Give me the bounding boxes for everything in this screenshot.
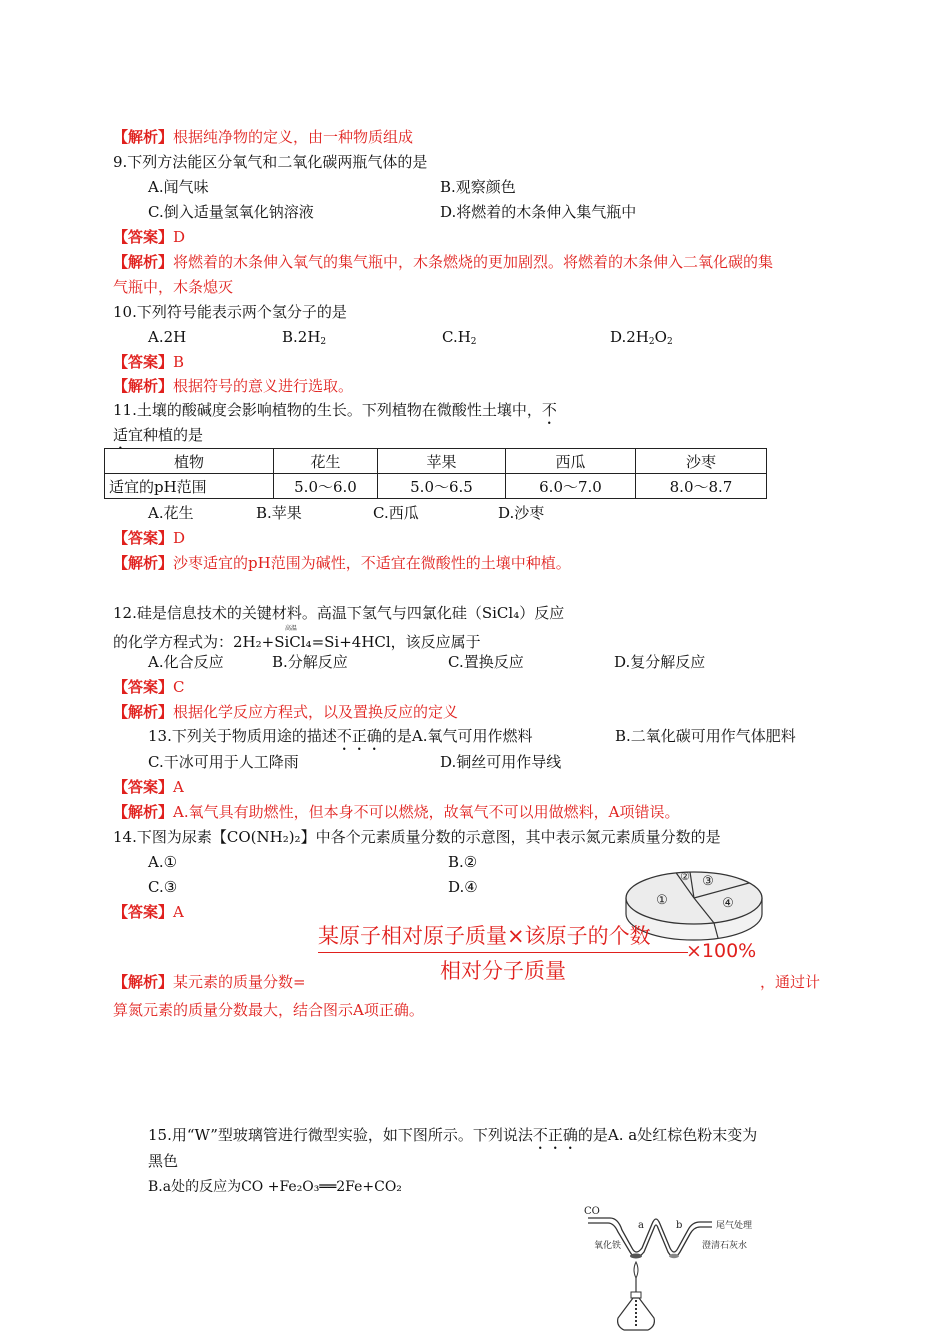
table-cell: 沙枣 — [636, 449, 767, 474]
emphasis-text: 不正确 — [336, 727, 382, 745]
q9-analysis-line2: 气瓶中，木条熄灭 — [113, 278, 234, 296]
answer-value: D — [173, 228, 186, 246]
q11-option-b: B.苹果 — [256, 504, 302, 522]
ph-range-table — [104, 448, 767, 499]
q14-analysis-line2: 算氮元素的质量分数最大，结合图示A项正确。 — [113, 1001, 424, 1019]
table-cell: 8.0～8.7 — [636, 474, 767, 499]
q13-option-c: C.干冰可用于人工降雨 — [148, 753, 299, 771]
q11-option-c: C.西瓜 — [373, 504, 419, 522]
q14-analysis: 【解析】某元素的质量分数= — [113, 973, 306, 991]
fraction-bar — [318, 952, 688, 953]
formula-suffix: ×100% — [686, 940, 757, 962]
q10-analysis: 【解析】根据符号的意义进行选取。 — [113, 377, 354, 395]
reaction-condition: 高温 — [285, 625, 298, 632]
table-cell: 植物 — [105, 449, 274, 474]
pie-label-2: ② — [680, 870, 690, 883]
analysis-tag: 【解析】 — [113, 253, 174, 271]
table-cell: 5.0～6.0 — [274, 474, 378, 499]
q15-stem: 15.用“W”型玻璃管进行微型实验，如下图所示。下列说法不正确的是A. a处红棕色粉末变为 — [148, 1126, 758, 1144]
q10-stem: 10.下列符号能表示两个氢分子的是 — [113, 303, 347, 321]
point-b-label: b — [676, 1220, 683, 1231]
q14-option-a: A.① — [148, 853, 178, 871]
pie-label-1: ① — [656, 893, 668, 908]
w-tube-apparatus — [580, 1200, 785, 1340]
mass-fraction-formula — [318, 920, 757, 985]
emphasis-text: 不 — [541, 401, 557, 419]
q14-answer: 【答案】A — [113, 903, 184, 921]
q13-answer: 【答案】A — [113, 778, 184, 796]
q12-option-b: B.分解反应 — [272, 653, 348, 671]
q9-option-b: B.观察颜色 — [440, 178, 516, 196]
q10-option-b: $B.2H_2$ — [282, 328, 327, 347]
emphasis-text: 不正确 — [532, 1126, 578, 1144]
emphasis-text: 适 — [113, 426, 129, 444]
iron-oxide-label: 氧化铁 — [594, 1241, 622, 1251]
pie-label-4: ④ — [722, 896, 734, 911]
table-cell: 5.0～6.5 — [378, 474, 506, 499]
table-header-row — [105, 449, 767, 474]
q11-stem-line1: 11.土壤的酸碱度会影响植物的生长。下列植物在微酸性土壤中，不 — [113, 401, 557, 419]
q9-stem: 9.下列方法能区分氧气和二氧化碳两瓶气体的是 — [113, 153, 428, 171]
q11-option-a: A.花生 — [148, 504, 194, 522]
q14-option-c: C.③ — [148, 878, 178, 896]
q9-option-c: C.倒入适量氢氧化钠溶液 — [148, 203, 314, 221]
table-cell: 花生 — [274, 449, 378, 474]
q12-option-d: D.复分解反应 — [614, 653, 706, 671]
co-label: CO — [584, 1206, 600, 1217]
q11-option-d: D.沙枣 — [498, 504, 545, 522]
table-cell: 适宜的pH范围 — [105, 474, 274, 499]
q10-answer: 【答案】B — [113, 353, 185, 371]
q13-stem: 13.下列关于物质用途的描述不正确的是A.氧气可用作燃料 — [148, 727, 533, 745]
q9-answer — [113, 227, 185, 247]
table-row — [105, 474, 767, 499]
q13-option-b: B.二氧化碳可用作气体肥料 — [615, 727, 796, 745]
q14-option-d: D.④ — [448, 878, 478, 896]
answer-tag: 【答案】 — [113, 228, 174, 246]
q12-analysis: 【解析】根据化学反应方程式，以及置换反应的定义 — [113, 703, 459, 721]
q14-stem: 14.下图为尿素【CO(NH₂)₂】中各个元素质量分数的示意图，其中表示氮元素质量分数的是 — [113, 828, 721, 846]
q14-analysis-tail: ，通过计 — [760, 973, 821, 991]
table-cell: 西瓜 — [506, 449, 636, 474]
analysis-text: 根据纯净物的定义，由一种物质组成 — [173, 128, 414, 146]
q13-option-d: D.铜丝可用作导线 — [440, 753, 562, 771]
table-cell: 苹果 — [378, 449, 506, 474]
q13-option-a: A.氧气可用作燃料 — [411, 727, 533, 745]
q12-stem-line1: 12.硅是信息技术的关键材料。高温下氢气与四氯化硅（SiCl₄）反应 — [113, 604, 565, 622]
q8-analysis — [113, 127, 413, 147]
limewater-label: 澄清石灰水 — [702, 1241, 748, 1251]
q15-stem-line2: 黑色 — [148, 1152, 179, 1170]
q10-option-c: $C.H_2$ — [442, 328, 477, 347]
point-a-label: a — [638, 1220, 644, 1231]
formula-denominator: 相对分子质量 — [440, 959, 566, 983]
q9-option-d: D.将燃着的木条伸入集气瓶中 — [440, 203, 637, 221]
formula-numerator: 某原子相对原子质量×该原子的个数 — [318, 924, 651, 948]
q10-option-a: A.2H — [148, 328, 187, 346]
q11-stem-line2: 适宜种植的是 — [113, 426, 204, 444]
q12-option-c: C.置换反应 — [448, 653, 524, 671]
q11-analysis: 【解析】沙枣适宜的pH范围为碱性，不适宜在微酸性的土壤中种植。 — [113, 554, 571, 572]
q15-option-b: B.a处的反应为CO +Fe₂O₃══2Fe+CO₂ — [148, 1179, 402, 1195]
pie-label-3: ③ — [702, 874, 714, 889]
q11-answer: 【答案】D — [113, 529, 186, 547]
q14-option-b: B.② — [448, 853, 478, 871]
analysis-tag: 【解析】 — [113, 128, 174, 146]
tail-gas-label: 尾气处理 — [716, 1221, 753, 1231]
q12-stem-line2: 的化学方程式为：2H₂+SiCl₄=Si+4HCl，该反应属于 — [113, 633, 481, 651]
q12-answer: 【答案】C — [113, 678, 185, 696]
q9-option-a: A.闻气味 — [148, 178, 209, 196]
q10-option-d: $D.2H_2O_2$ — [610, 328, 673, 347]
analysis-text: 将燃着的木条伸入氧气的集气瓶中，木条燃烧的更加剧烈。将燃着的木条伸入二氧化碳的集 — [173, 253, 774, 271]
table-cell: 6.0～7.0 — [506, 474, 636, 499]
q9-analysis — [113, 252, 773, 272]
q12-option-a: A.化合反应 — [148, 653, 224, 671]
q13-analysis: 【解析】A.氧气具有助燃性，但本身不可以燃烧，故氧气不可以用做燃料，A项错误。 — [113, 803, 680, 821]
